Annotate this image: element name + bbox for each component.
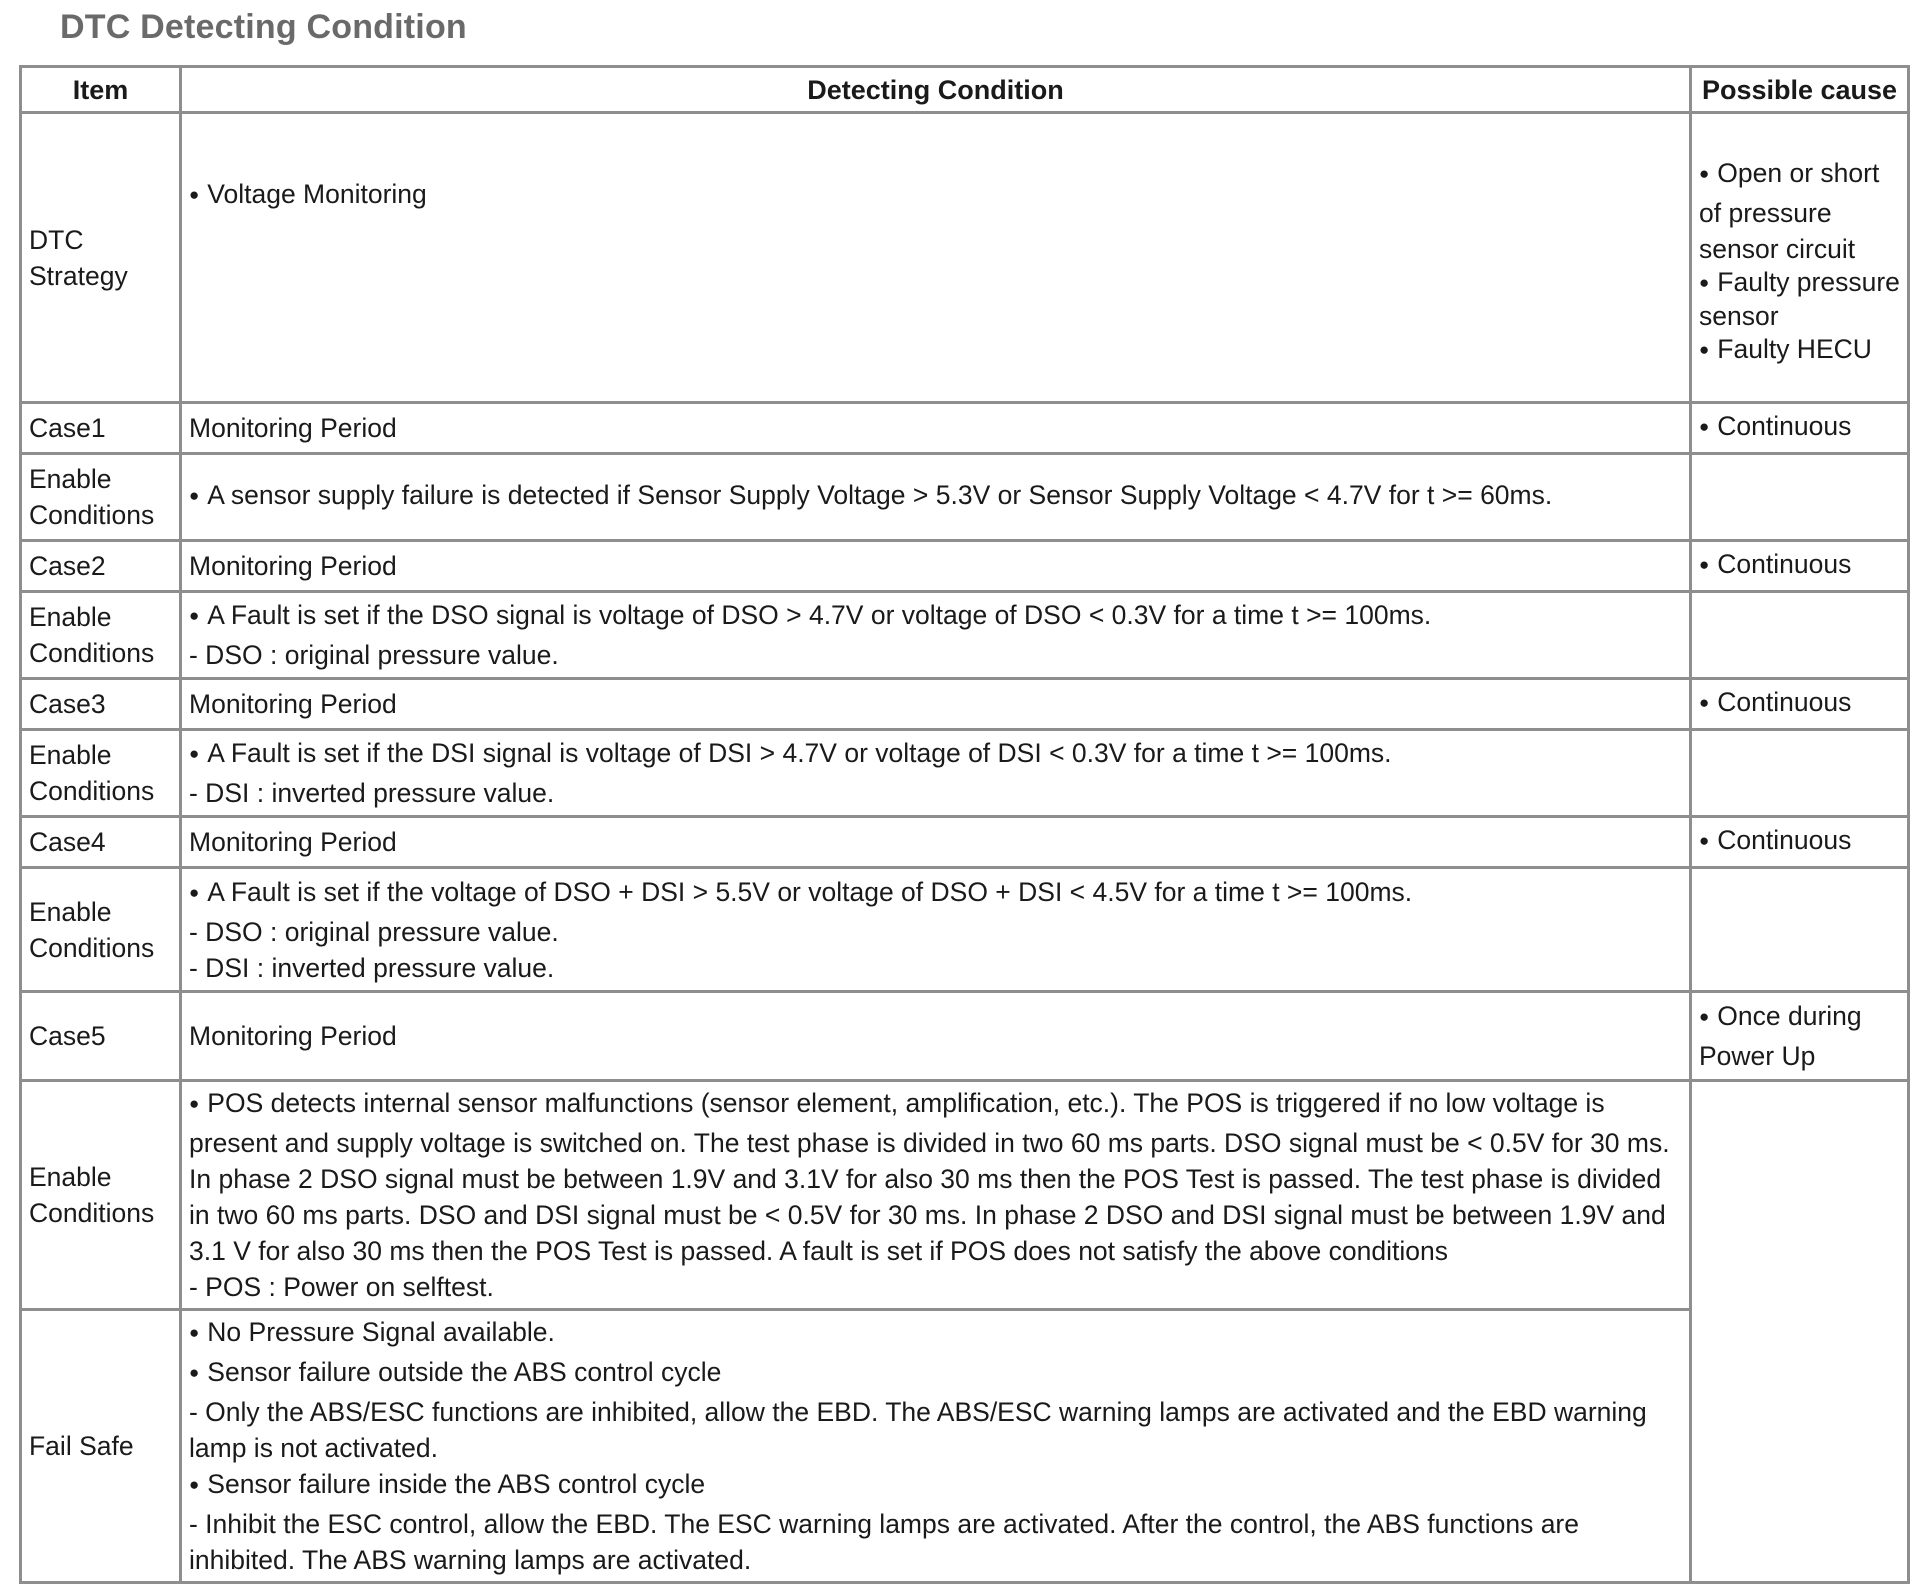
condition-voltage-monitoring: ● Voltage Monitoring	[189, 176, 1682, 216]
condition-cell	[181, 592, 1691, 679]
cause-continuous: ● Continuous	[1699, 822, 1900, 862]
condition-bullet: ● A sensor supply failure is detected if Sensor Supply Voltage > 5.3V or Sensor Supply Voltage < 4.7V for t >= 60ms.	[189, 477, 1682, 517]
condition-bullet: ● A Fault is set if the DSO signal is voltage of DSO > 4.7V or voltage of DSO < 0.3V for a time t >= 100ms.	[189, 597, 1682, 637]
cause-continuous: ● Continuous	[1699, 408, 1900, 448]
condition-bullet: ● A Fault is set if the voltage of DSO + DSI > 5.5V or voltage of DSO + DSI < 4.5V for a time t >= 100ms.	[189, 874, 1682, 914]
table-row-fail-safe	[21, 1310, 1909, 1583]
item-enable-conditions: Enable Conditions	[21, 1081, 181, 1310]
table-row-case5	[21, 992, 1909, 1081]
table-row-dtc-strategy	[21, 113, 1909, 403]
condition-note: - DSO : original pressure value.	[189, 640, 559, 670]
condition-cell	[181, 1081, 1691, 1310]
condition-monitoring-period: Monitoring Period	[181, 403, 1691, 454]
cause-once-during-power-up: ● Once during Power Up	[1699, 998, 1900, 1074]
cause-faulty-hecu: ● Faulty HECU	[1699, 331, 1900, 371]
condition-note: - DSI : inverted pressure value.	[189, 952, 555, 983]
possible-cause-cell	[1691, 1081, 1909, 1583]
table-row-enable-conditions	[21, 592, 1909, 679]
condition-cell	[181, 113, 1691, 403]
header-item: Item	[21, 67, 181, 113]
failsafe-bullet: ● Sensor failure inside the ABS control cycle	[189, 1466, 1682, 1506]
condition-note: - DSO : original pressure value.	[189, 916, 559, 947]
condition-cell	[181, 1310, 1691, 1583]
cause-faulty-sensor: ● Faulty pressure sensor	[1699, 267, 1900, 331]
condition-bullet: ● POS detects internal sensor malfunctions (sensor element, amplification, etc.). The POS is triggered if no low voltage is present and supply voltage is switched on. The test phase is divided in two 60 ms parts. DSO signal must be < 0.5V for 30 ms. In phase 2 DSO signal must be between 1.9V and 3.1V for also 30 ms then the POS Test is passed. The test phase is divided in two 60 ms parts. DSO and DSI signal must be < 0.5V for 30 ms. In phase 2 DSO and DSI signal must be between 1.9V and 3.1 V for also 30 ms then the POS Test is passed. A fault is set if POS does not satisfy the above conditions	[189, 1085, 1682, 1269]
item-case2: Case2	[21, 541, 181, 592]
possible-cause-cell	[1691, 592, 1909, 679]
table-row-case2	[21, 541, 1909, 592]
condition-monitoring-period: Monitoring Period	[181, 992, 1691, 1081]
table-row-case4	[21, 817, 1909, 868]
item-enable-conditions: Enable Conditions	[21, 868, 181, 992]
possible-cause-cell	[1691, 454, 1909, 541]
item-case4: Case4	[21, 817, 181, 868]
table-row-enable-conditions	[21, 454, 1909, 541]
table-row-enable-conditions	[21, 868, 1909, 992]
table-row-enable-conditions	[21, 730, 1909, 817]
item-enable-conditions: Enable Conditions	[21, 454, 181, 541]
condition-note: - DSI : inverted pressure value.	[189, 778, 555, 808]
condition-bullet: ● A Fault is set if the DSI signal is voltage of DSI > 4.7V or voltage of DSI < 0.3V for a time t >= 100ms.	[189, 735, 1682, 775]
failsafe-bullet: ● Sensor failure outside the ABS control cycle	[189, 1354, 1682, 1394]
header-possible-cause: Possible cause	[1691, 67, 1909, 113]
possible-cause-cell	[1691, 541, 1909, 592]
condition-cell	[181, 730, 1691, 817]
condition-monitoring-period: Monitoring Period	[181, 679, 1691, 730]
possible-cause-cell	[1691, 992, 1909, 1081]
table-row-enable-conditions	[21, 1081, 1909, 1310]
cause-open-short: ● Open or short of pressure sensor circuit	[1699, 155, 1900, 267]
item-case3: Case3	[21, 679, 181, 730]
page-title: DTC Detecting Condition	[60, 8, 467, 46]
possible-cause-cell	[1691, 403, 1909, 454]
possible-cause-cell	[1691, 730, 1909, 817]
failsafe-note: - Only the ABS/ESC functions are inhibited, allow the EBD. The ABS/ESC warning lamps are activated and the EBD warning lamp is not activated.	[189, 1397, 1647, 1463]
condition-monitoring-period: Monitoring Period	[181, 541, 1691, 592]
item-enable-conditions: Enable Conditions	[21, 730, 181, 817]
possible-cause-cell	[1691, 113, 1909, 403]
failsafe-note: - Inhibit the ESC control, allow the EBD. The ESC warning lamps are activated. After the control, the ABS functions are inhibited. The ABS warning lamps are activated.	[189, 1509, 1579, 1575]
condition-monitoring-period: Monitoring Period	[181, 817, 1691, 868]
condition-cell	[181, 454, 1691, 541]
condition-note: - POS : Power on selftest.	[189, 1272, 494, 1302]
item-dtc-strategy: DTC Strategy	[21, 113, 181, 403]
item-fail-safe: Fail Safe	[21, 1310, 181, 1583]
cause-continuous: ● Continuous	[1699, 684, 1900, 724]
item-enable-conditions: Enable Conditions	[21, 592, 181, 679]
item-case1: Case1	[21, 403, 181, 454]
failsafe-bullet: ● No Pressure Signal available.	[189, 1314, 1682, 1354]
possible-cause-cell	[1691, 868, 1909, 992]
cause-continuous: ● Continuous	[1699, 546, 1900, 586]
table-row-case1	[21, 403, 1909, 454]
condition-cell	[181, 868, 1691, 992]
table-row-case3	[21, 679, 1909, 730]
header-detecting-condition: Detecting Condition	[181, 67, 1691, 113]
item-case5: Case5	[21, 992, 181, 1081]
table-header-row	[21, 67, 1909, 113]
possible-cause-cell	[1691, 817, 1909, 868]
dtc-condition-table	[19, 65, 1910, 1584]
possible-cause-cell	[1691, 679, 1909, 730]
